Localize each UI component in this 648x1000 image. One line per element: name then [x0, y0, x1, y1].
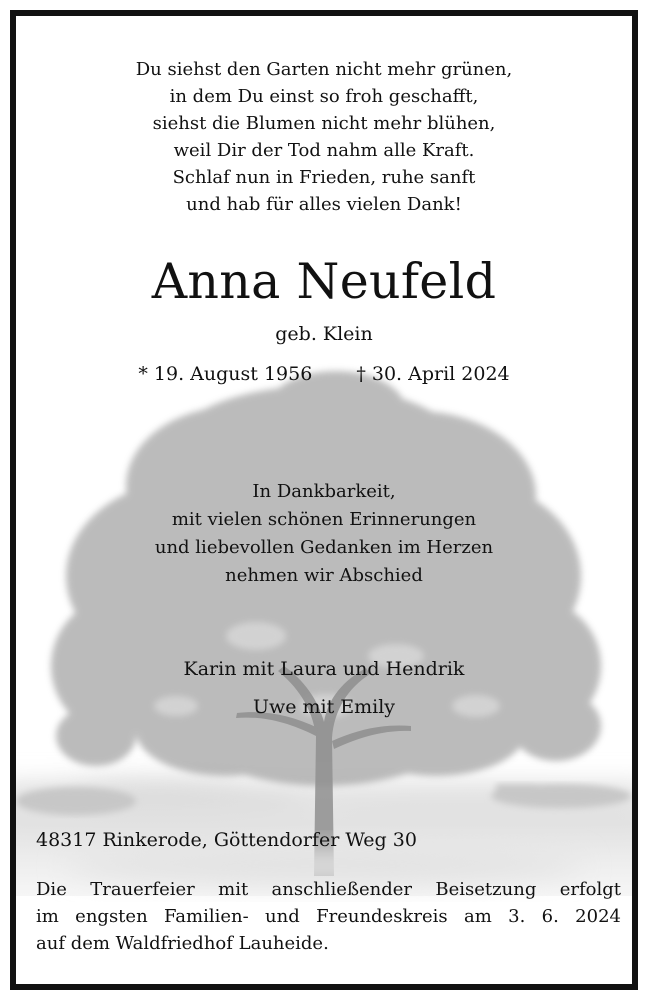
family-line: Karin mit Laura und Hendrik [183, 658, 465, 680]
notice-line: auf dem Waldfriedhof Lauheide. [36, 933, 329, 954]
family-address: 48317 Rinkerode, Göttendorfer Weg 30 [36, 829, 417, 851]
death-date: † 30. April 2024 [356, 363, 510, 385]
obituary-content [16, 16, 632, 984]
gratitude-line: nehmen wir Abschied [225, 565, 423, 586]
poem-line: in dem Du einst so froh geschafft, [169, 86, 479, 107]
life-dates [16, 361, 632, 387]
family-names [16, 650, 632, 726]
poem-line: weil Dir der Tod nahm alle Kraft. [173, 140, 475, 161]
gratitude-text [16, 478, 632, 590]
notice-line: im engsten Familien- und Freundeskreis am 3. 6. 2024 [36, 906, 621, 927]
funeral-notice [36, 876, 621, 957]
notice-line: Die Trauerfeier mit anschließender Beisetzung erfolgt [36, 879, 621, 900]
poem [16, 56, 632, 218]
poem-line: Du siehst den Garten nicht mehr grünen, [135, 59, 513, 80]
deceased-name: Anna Neufeld [151, 253, 497, 310]
obituary-card [10, 10, 638, 990]
gratitude-line: mit vielen schönen Erinnerungen [171, 509, 477, 530]
birth-name: geb. Klein [275, 323, 373, 345]
gratitude-line: und liebevollen Gedanken im Herzen [154, 537, 494, 558]
family-line: Uwe mit Emily [252, 696, 396, 718]
poem-line: Schlaf nun in Frieden, ruhe sanft [172, 167, 476, 188]
gratitude-line: In Dankbarkeit, [252, 481, 396, 502]
birth-date: * 19. August 1956 [138, 363, 313, 385]
poem-line: siehst die Blumen nicht mehr blühen, [152, 113, 496, 134]
poem-line: und hab für alles vielen Dank! [186, 194, 462, 215]
